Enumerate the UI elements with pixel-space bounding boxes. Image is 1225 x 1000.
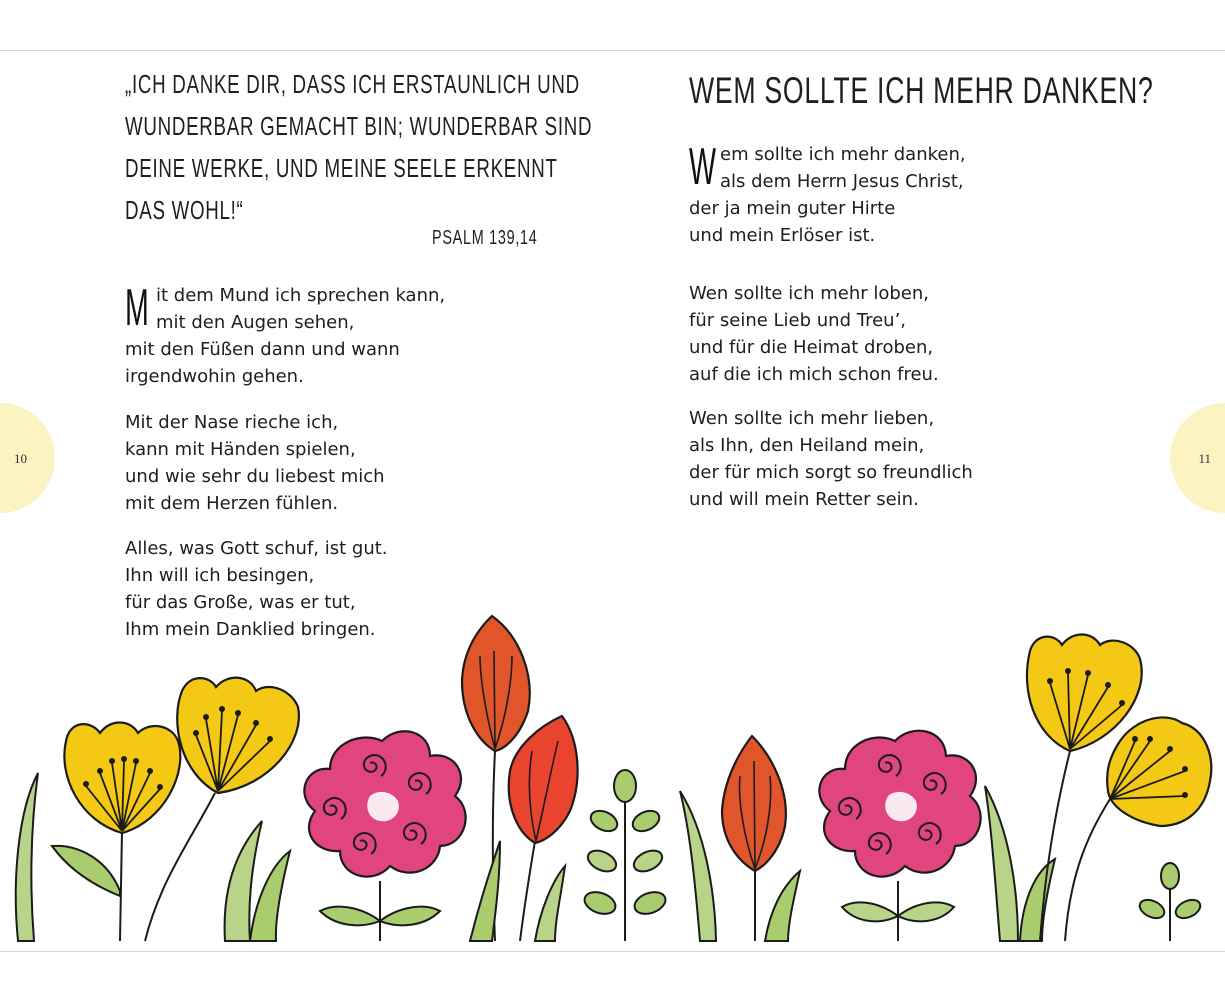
poem-line: mit den Füßen dann und wann <box>125 339 400 360</box>
page-number-right: 11 <box>1198 451 1211 466</box>
poem-stanza-1 <box>689 138 966 249</box>
poem-stanza-2 <box>125 409 385 517</box>
poem-line: als Ihn, den Heiland mein, <box>689 435 925 456</box>
poem-line: Wen sollte ich mehr lieben, <box>689 408 935 429</box>
poem-line: Wen sollte ich mehr loben, <box>689 283 930 304</box>
poem-line: mit dem Herzen fühlen. <box>125 493 339 514</box>
poem-line: der für mich sorgt so freundlich <box>689 462 973 483</box>
poem-line: mit den Augen sehen, <box>156 312 355 333</box>
left-page <box>0 51 612 951</box>
poem-line: Mit der Nase rieche ich, <box>125 412 339 433</box>
poem-line: und will mein Retter sein. <box>689 489 919 510</box>
poem-stanza-2 <box>689 280 939 388</box>
poem-line: Ihm mein Danklied bringen. <box>125 619 376 640</box>
poem-line: und für die Heimat droben, <box>689 337 934 358</box>
quote-line: DEINE WERKE, UND MEINE SEELE ERKENNT <box>125 153 558 183</box>
poem-line: für das Große, was er tut, <box>125 592 356 613</box>
poem-line: it dem Mund ich sprechen kann, <box>156 285 446 306</box>
quote-line: WUNDERBAR GEMACHT BIN; WUNDERBAR SIND <box>125 111 593 141</box>
poem-line: Ihn will ich besingen, <box>125 565 315 586</box>
poem-line: kann mit Händen spielen, <box>125 439 356 460</box>
book-spread <box>0 50 1225 952</box>
poem-stanza-1 <box>125 279 446 390</box>
bible-quote <box>125 63 593 231</box>
poem-title: WEM SOLLTE ICH MEHR DANKEN? <box>689 70 1154 111</box>
poem-line: für seine Lieb und Treu’, <box>689 310 907 331</box>
drop-cap: W <box>689 138 717 196</box>
quote-line: DAS WOHL!“ <box>125 195 244 225</box>
page-tab-left <box>0 403 55 513</box>
quote-reference: PSALM 139,14 <box>432 227 538 249</box>
poem-line: Alles, was Gott schuf, ist gut. <box>125 538 388 559</box>
poem-line: irgendwohin gehen. <box>125 366 304 387</box>
quote-line: „ICH DANKE DIR, DASS ICH ERSTAUNLICH UND <box>125 69 580 99</box>
poem-stanza-3 <box>689 405 973 513</box>
poem-line: als dem Herrn Jesus Christ, <box>720 171 964 192</box>
poem-line: und mein Erlöser ist. <box>689 225 876 246</box>
poem-line: der ja mein guter Hirte <box>689 198 896 219</box>
drop-cap: M <box>125 279 149 337</box>
right-page <box>612 51 1225 951</box>
page-number-left: 10 <box>14 451 27 466</box>
poem-line: und wie sehr du liebest mich <box>125 466 385 487</box>
poem-line: auf die ich mich schon freu. <box>689 364 939 385</box>
poem-line: em sollte ich mehr danken, <box>720 144 966 165</box>
poem-stanza-3 <box>125 535 388 643</box>
